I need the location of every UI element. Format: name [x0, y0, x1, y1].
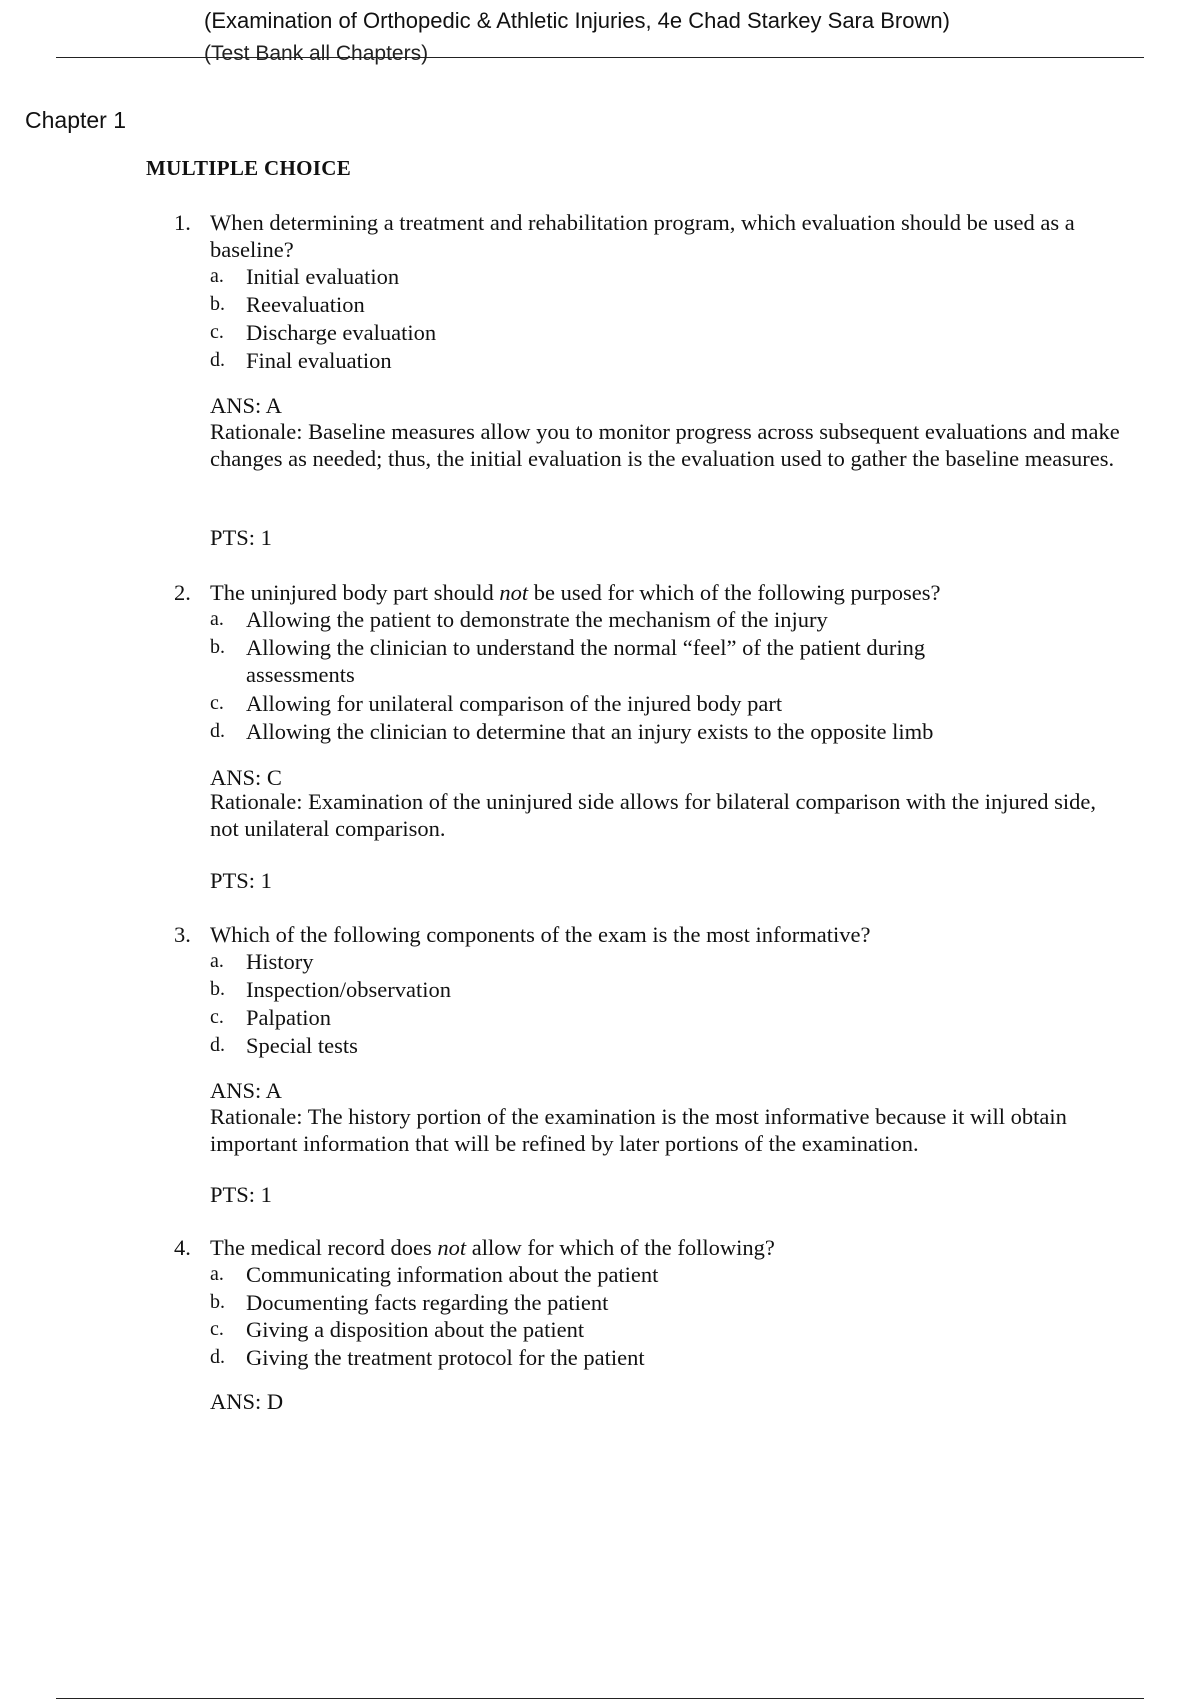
option-c: c. Discharge evaluation	[210, 320, 437, 345]
option-d: d. Final evaluation	[210, 348, 392, 373]
option-c: c. Giving a disposition about the patient	[210, 1317, 585, 1342]
points: PTS: 1	[210, 525, 272, 550]
points: PTS: 1	[210, 868, 272, 893]
option-a: a. Initial evaluation	[210, 264, 400, 289]
chapter-title: Chapter 1	[25, 107, 127, 133]
option-a: a. Allowing the patient to demonstrate the mechanism of the injury	[210, 607, 828, 632]
rationale: Rationale: Baseline measures allow you to monitor progress across subsequent evaluations and make changes as needed; thus, the initial evaluation is the evaluation used to gather the baseline measures.	[210, 419, 1120, 471]
question-text: The uninjured body part should not be used for which of the following purposes?	[210, 580, 941, 605]
question-number: 1.	[174, 210, 191, 235]
option-b: b. Allowing the clinician to understand the normal “feel” of the patient during assessments	[210, 635, 926, 687]
question-number: 2.	[174, 580, 191, 605]
question-text: When determining a treatment and rehabilitation program, which evaluation should be used as a baseline?	[210, 210, 1075, 262]
question-number: 4.	[174, 1235, 191, 1260]
option-c: c. Allowing for unilateral comparison of the injured body part	[210, 691, 783, 716]
section-title: MULTIPLE CHOICE	[146, 156, 352, 180]
points: PTS: 1	[210, 1182, 272, 1207]
question-text: The medical record does not allow for which of the following?	[210, 1235, 775, 1260]
answer: ANS: A	[210, 393, 282, 418]
rationale: Rationale: The history portion of the examination is the most informative because it will obtain important information that will be refined by later portions of the examination.	[210, 1104, 1067, 1156]
option-b: b. Inspection/observation	[210, 977, 451, 1002]
page-header	[0, 0, 1200, 65]
answer: ANS: A	[210, 1078, 282, 1103]
option-a: a. History	[210, 949, 314, 974]
footer-rule	[56, 1698, 1144, 1699]
answer: ANS: D	[210, 1389, 284, 1414]
rationale: Rationale: Examination of the uninjured side allows for bilateral comparison with the injured side, not unilateral comparison.	[210, 789, 1097, 841]
option-a: a. Communicating information about the patient	[210, 1262, 659, 1287]
option-b: b. Reevaluation	[210, 292, 365, 317]
question-number: 3.	[174, 922, 191, 947]
header-rule	[56, 57, 1144, 58]
header-subtitle: (Test Bank all Chapters)	[204, 42, 429, 65]
option-d: d. Giving the treatment protocol for the patient	[210, 1345, 645, 1370]
option-c: c. Palpation	[210, 1005, 331, 1030]
answer: ANS: C	[210, 765, 282, 790]
option-d: d. Allowing the clinician to determine that an injury exists to the opposite limb	[210, 719, 934, 744]
option-d: d. Special tests	[210, 1033, 358, 1058]
option-b: b. Documenting facts regarding the patient	[210, 1290, 609, 1315]
header-title: (Examination of Orthopedic & Athletic Injuries, 4e Chad Starkey Sara Brown)	[204, 8, 950, 33]
question-text: Which of the following components of the exam is the most informative?	[210, 922, 871, 947]
